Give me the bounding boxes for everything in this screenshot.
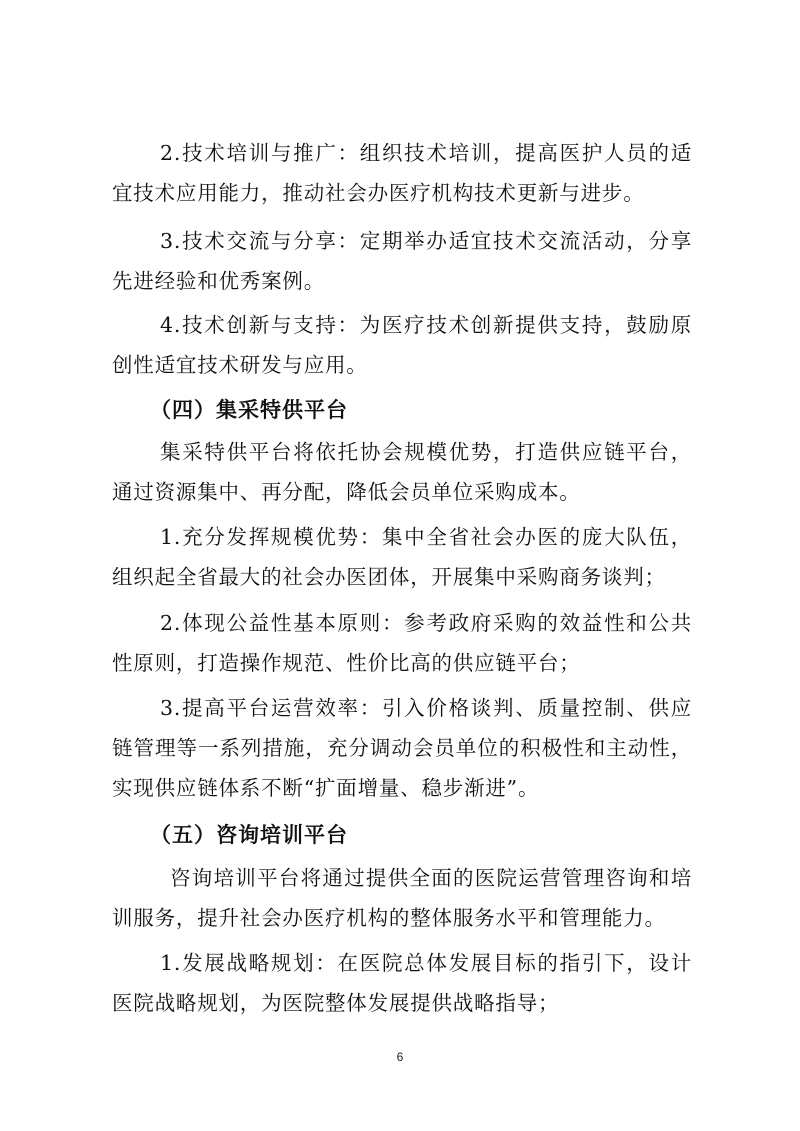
paragraph-consulting-intro: 咨询培训平台将通过提供全面的医院运营管理咨询和培训服务，提升社会办医疗机构的整体服务水平和管理能力。 [112, 866, 692, 930]
paragraph-scale-advantage: 1.充分发挥规模优势：集中全省社会办医的庞大队伍，组织起全省最大的社会办医团体，开展集中采购商务谈判； [112, 525, 692, 589]
paragraph-procurement-intro: 集采特供平台将依托协会规模优势，打造供应链平台，通过资源集中、再分配，降低会员单位采购成本。 [112, 440, 692, 504]
page-number: 6 [396, 1050, 404, 1064]
paragraph-public-welfare: 2.体现公益性基本原则：参考政府采购的效益性和公共性原则，打造操作规范、性价比高的供应链平台； [112, 611, 692, 675]
paragraph-technical-training: 2.技术培训与推广：组织技术培训，提高医护人员的适宜技术应用能力，推动社会办医疗机构技术更新与进步。 [112, 141, 692, 205]
section-heading-consulting-platform: （五）咨询培训平台 [150, 823, 348, 847]
paragraph-technical-innovation: 4.技术创新与支持：为医疗技术创新提供支持，鼓励原创性适宜技术研发与应用。 [112, 313, 692, 377]
paragraph-strategy-planning: 1.发展战略规划：在医院总体发展目标的指引下，设计医院战略规划，为医院整体发展提供战略指导； [112, 951, 692, 1015]
paragraph-technical-exchange: 3.技术交流与分享：定期举办适宜技术交流活动，分享先进经验和优秀案例。 [112, 229, 692, 293]
section-heading-procurement-platform: （四）集采特供平台 [150, 398, 348, 422]
paragraph-operational-efficiency: 3.提高平台运营效率：引入价格谈判、质量控制、供应链管理等一系列措施，充分调动会员单位的积极性和主动性，实现供应链体系不断“扩面增量、稳步渐进”。 [112, 696, 692, 800]
